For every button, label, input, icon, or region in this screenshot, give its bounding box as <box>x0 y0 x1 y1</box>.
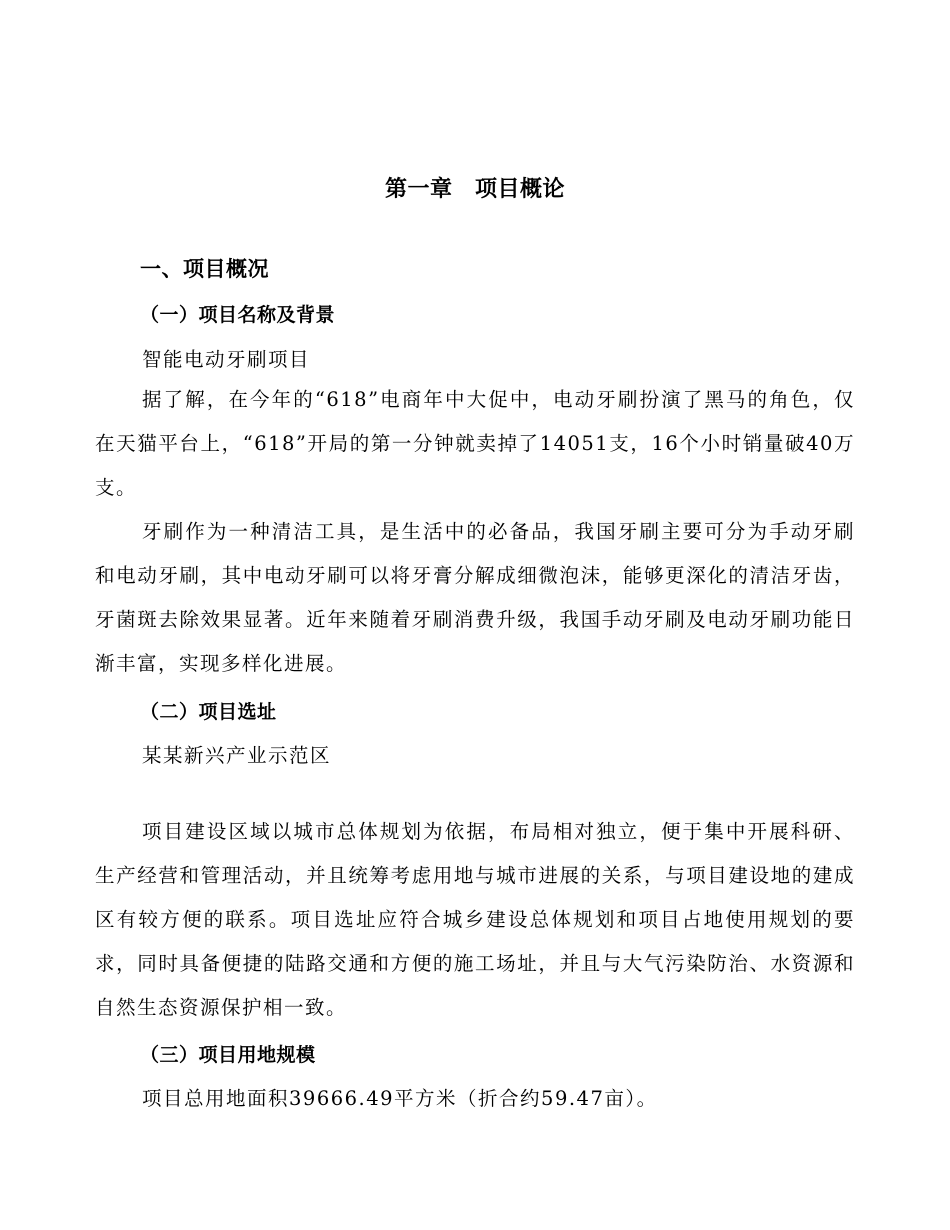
background-paragraph-1: 据了解，在今年的“618”电商年中大促中，电动牙刷扮演了黑马的角色，仅在天猫平台上，“618”开局的第一分钟就卖掉了14051支，16个小时销量破40万支。 <box>95 388 855 499</box>
section-heading-overview: 一、项目概况 <box>140 257 269 281</box>
project-name-text: 智能电动牙刷项目 <box>142 348 311 371</box>
subsection-heading-location: （二）项目选址 <box>140 701 277 723</box>
subsection-heading-land-scale: （三）项目用地规模 <box>140 1044 316 1066</box>
chapter-title: 第一章 项目概论 <box>384 177 565 202</box>
subsection-heading-name-background: （一）项目名称及背景 <box>140 304 336 326</box>
location-text: 某某新兴产业示范区 <box>142 744 332 767</box>
land-area-text: 项目总用地面积39666.49平方米（折合约59.47亩）。 <box>142 1087 658 1110</box>
background-paragraph-2: 牙刷作为一种清洁工具，是生活中的必备品，我国牙刷主要可分为手动牙刷和电动牙刷，其中电动牙刷可以将牙膏分解成细微泡沫，能够更深化的清洁牙齿，牙菌斑去除效果显著。近年来随着牙刷消费升级，我国手动牙刷及电动牙刷功能日渐丰富，实现多样化进展。 <box>95 520 855 675</box>
location-paragraph: 项目建设区域以城市总体规划为依据，布局相对独立，便于集中开展科研、生产经营和管理活动，并且统筹考虑用地与城市进展的关系，与项目建设地的建成区有较方便的联系。项目选址应符合城乡建设总体规划和项目占地使用规划的要求，同时具备便捷的陆路交通和方便的施工场址，并且与大气污染防治、水资源和自然生态资源保护相一致。 <box>95 820 855 1019</box>
